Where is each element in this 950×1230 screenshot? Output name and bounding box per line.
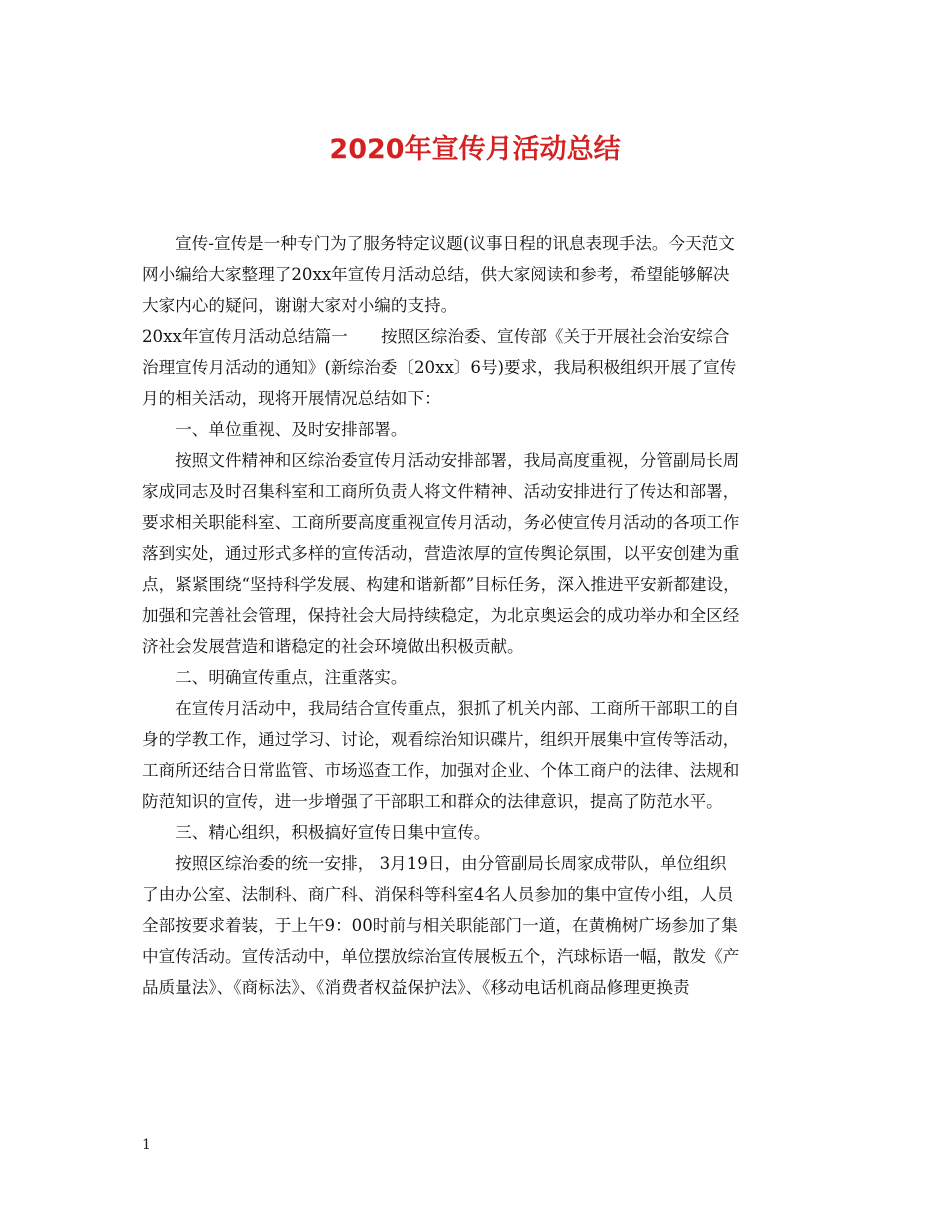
body-text-line: 中宣传活动。宣传活动中，单位摆放综治宣传展板五个，汽球标语一幅，散发《产 [142,947,740,966]
body-text-line: 身的学教工作，通过学习、讨论，观看综治知识碟片，组织开展集中宣传等活动， [142,730,740,749]
body-text-line: 月的相关活动，现将开展情况总结如下： [142,389,441,408]
body-text-line: 了由办公室、法制科、商广科、消保科等科室4名人员参加的集中宣传小组，人员 [142,885,734,904]
body-text-line: 治理宣传月活动的通知》(新综治委〔20xx〕6号)要求，我局积极组织开展了宣传 [142,358,737,377]
body-text-line: 工商所还结合日常监管、市场巡查工作，加强对企业、个体工商户的法律、法规和 [142,761,740,780]
body-text-line: 落到实处，通过形式多样的宣传活动，营造浓厚的宣传舆论氛围，以平安创建为重 [142,544,740,563]
body-text-line: 济社会发展营造和谐稳定的社会环境做出积极贡献。 [142,637,524,656]
body-text-line: 按照文件精神和区综治委宣传月活动安排部署，我局高度重视，分管副局长周 [142,451,740,470]
body-text-line: 宣传-宣传是一种专门为了服务特定议题(议事日程的讯息表现手法。今天范文 [142,234,735,253]
body-text-line: 在宣传月活动中，我局结合宣传重点，狠抓了机关内部、工商所干部职工的自 [142,699,740,718]
body-text-line: 全部按要求着装，于上午9：00时前与相关职能部门一道，在黄桷树广场参加了集 [142,916,738,935]
body-text-line: 家成同志及时召集科室和工商所负责人将文件精神、活动安排进行了传达和部署， [142,482,740,501]
body-text-line: 点，紧紧围绕“坚持科学发展、构建和谐新都”目标任务，深入推进平安新都建设， [142,575,740,594]
body-text-line: 网小编给大家整理了20xx年宣传月活动总结，供大家阅读和参考，希望能够解决 [142,265,730,284]
body-text-line: 加强和完善社会管理，保持社会大局持续稳定，为北京奥运会的成功举办和全区经 [142,606,740,625]
body-text-line: 20xx年宣传月活动总结篇一 按照区综治委、宣传部《关于开展社会治安综合 [142,327,730,346]
body-text-line: 二、明确宣传重点，注重落实。 [142,668,408,687]
body-text-line: 品质量法》、《商标法》、《消费者权益保护法》、《移动电话机商品修理更换责 [142,978,690,997]
document-title: 2020年宣传月活动总结 [329,134,621,165]
body-text-line: 按照区综治委的统一安排， 3月19日，由分管副局长周家成带队，单位组织 [142,854,727,873]
page-number: 1 [142,1137,151,1153]
body-text-line: 大家内心的疑问，谢谢大家对小编的支持。 [142,296,458,315]
body-text-line: 要求相关职能科室、工商所要高度重视宣传月活动，务必使宣传月活动的各项工作 [142,513,740,532]
document-body [142,228,814,1003]
body-text-line: 一、单位重视、及时安排部署。 [142,420,408,439]
body-text-line: 三、精心组织，积极搞好宣传日集中宣传。 [142,823,491,842]
body-text-line: 防范知识的宣传，进一步增强了干部职工和群众的法律意识，提高了防范水平。 [142,792,723,811]
